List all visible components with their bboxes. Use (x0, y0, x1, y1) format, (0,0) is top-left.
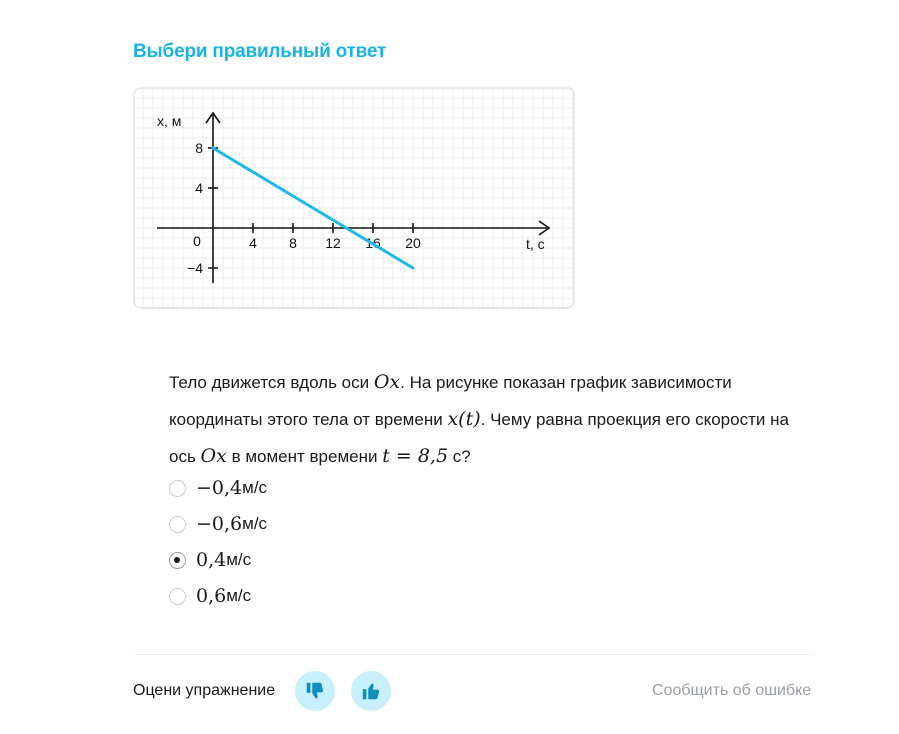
answer-option[interactable] (169, 578, 267, 614)
graph-card (133, 87, 575, 309)
answer-option[interactable] (169, 470, 267, 506)
y-axis-label: x, м (157, 113, 182, 129)
answer-option[interactable] (169, 506, 267, 542)
math-axis: Ox (373, 371, 401, 393)
report-error-link[interactable]: Сообщить об ошибке (652, 682, 812, 699)
x-axis-label: t, c (526, 236, 545, 252)
page-title: Выбери правильный ответ (133, 41, 387, 62)
coordinate-time-chart (135, 89, 573, 307)
question-part: . Чему равна проекция его скорости на ось (169, 410, 789, 466)
question-text (169, 364, 809, 475)
option-unit: м/с (226, 550, 252, 569)
option-value: −0,6 (196, 513, 243, 535)
math-function: x(t) (447, 408, 481, 430)
option-value: 0,6 (196, 585, 227, 607)
option-value: 0,4 (196, 549, 227, 571)
question-part: Тело движется вдоль оси (169, 373, 374, 392)
radio-button-selected[interactable] (169, 552, 186, 569)
dislike-button[interactable] (295, 671, 335, 711)
x-tick-label: 4 (249, 235, 257, 251)
radio-button[interactable] (169, 516, 186, 533)
question-part: в момент времени (226, 447, 383, 466)
x-tick-label: 20 (405, 235, 421, 251)
math-time: t = 8,5 (382, 445, 449, 467)
x-tick-label: 16 (365, 235, 381, 251)
thumbs-down-icon (304, 680, 326, 702)
question-part: . На рисунке показан график зависимости координаты этого тела от времени (169, 373, 732, 429)
origin-label: 0 (193, 233, 201, 249)
y-tick-label: −4 (187, 260, 203, 276)
y-tick-label: 4 (195, 180, 203, 196)
math-axis: Ox (200, 445, 227, 467)
y-tick-label: 8 (195, 140, 203, 156)
footer-divider (133, 654, 813, 655)
option-unit: м/с (226, 586, 252, 605)
thumbs-up-icon (360, 680, 382, 702)
radio-button[interactable] (169, 588, 186, 605)
x-tick-label: 8 (289, 235, 297, 251)
answer-options (169, 470, 267, 614)
rate-label: Оцени упражнение (133, 682, 276, 699)
answer-option[interactable] (169, 542, 267, 578)
option-unit: м/с (242, 514, 268, 533)
question-part: с? (448, 447, 471, 466)
like-button[interactable] (351, 671, 391, 711)
x-tick-label: 12 (325, 235, 341, 251)
option-value: −0,4 (196, 477, 243, 499)
option-unit: м/с (242, 478, 268, 497)
radio-button[interactable] (169, 480, 186, 497)
